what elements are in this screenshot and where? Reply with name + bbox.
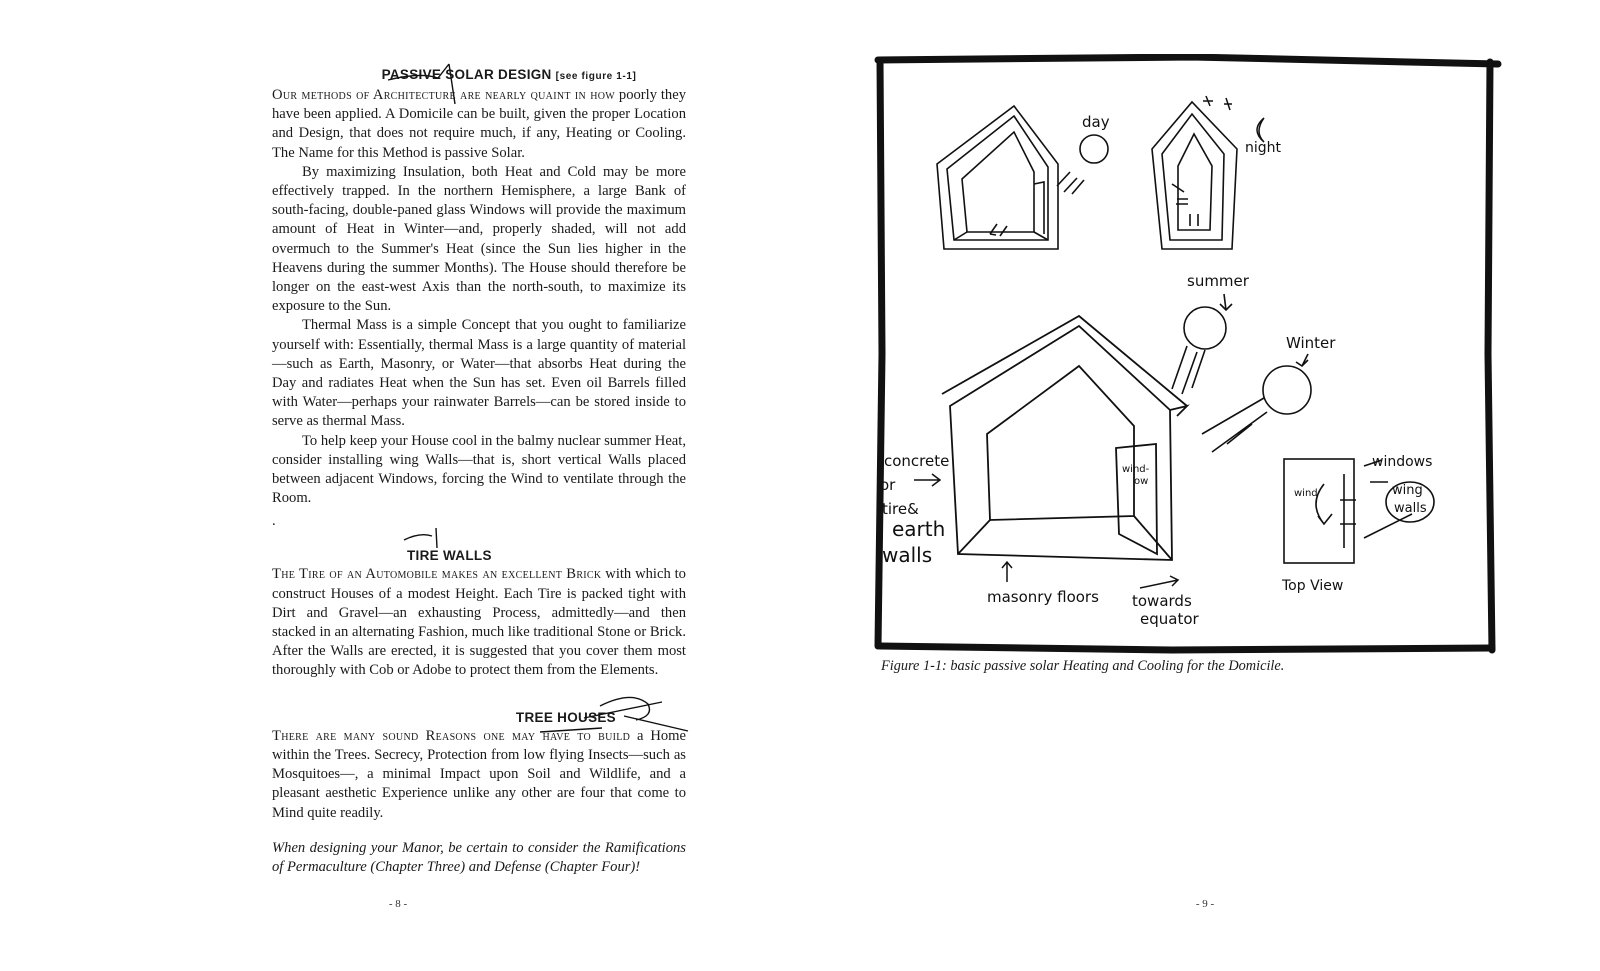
closing-note: When designing your Manor, be certain to consider the Ramifications of Permaculture (Chapter Three) and Defense (Chapter Four)! <box>272 839 686 875</box>
label-winter: Winter <box>1286 334 1336 352</box>
moon-and-stars <box>1203 96 1264 142</box>
stray-mark: . <box>272 513 276 530</box>
house-day-drawing <box>937 106 1058 249</box>
figure-caption: Figure 1-1: basic passive solar Heating and Cooling for the Domicile. <box>881 658 1285 674</box>
label-summer: summer <box>1187 272 1249 290</box>
house-night-drawing <box>1152 102 1237 249</box>
label-masonry-floors: masonry floors <box>987 588 1099 606</box>
figure-illustration <box>872 54 1502 658</box>
sun-summer <box>1172 294 1232 394</box>
label-wing: wing <box>1392 483 1423 498</box>
paragraph: To help keep your House cool in the balmy nuclear summer Heat, consider installing wing Walls—that is, short vertical Walls placed between adjacent Windows, forcing the Wind to ventilate through the Room. <box>272 432 686 507</box>
paragraph-text: poorly they have been applied. A Domicile can be built, given the proper Location and Design, that does not require much, if any, Heating or Cooling. The Name for this Method is passive Solar. <box>272 87 686 161</box>
paragraph-text: with which to construct Houses of a modest Height. Each Tire is packed tight with Dirt and Gravel—an exhausting Process, admittedly—and then stacked in an alternating Fashion, much like traditional Stone or Brick. After the Walls are erected, it is suggested that you cover them most thoroughly with Cob or Adobe to protect them from the Elements. <box>272 566 686 679</box>
label-window-top: wind- <box>1122 464 1150 475</box>
paragraph: By maximizing Insulation, both Heat and Cold may be more effectively trapped. In the northern Hemisphere, a large Bank of south-facing, double-paned glass Windows will provide the maximum amount of Heat in Winter—and, properly shaded, will not add overmuch to the Summer's Heat (since the Sun lies higher in the Heavens during the summer Months). The House should therefore be longer on the east-west Axis than the north-south, to maximize its exposure to the Sun. <box>272 163 686 315</box>
figure-reference: [see figure 1-1] <box>555 71 637 82</box>
label-concrete-2: or <box>880 476 896 494</box>
section-heading-tree-houses <box>272 709 686 727</box>
label-concrete-4: earth <box>892 517 946 541</box>
heading-text: PASSIVE SOLAR DESIGN <box>381 67 552 82</box>
label-equator: equator <box>1140 610 1199 628</box>
label-concrete-3: tire& <box>882 500 919 518</box>
paragraph <box>272 86 686 163</box>
text-column <box>272 66 686 877</box>
paragraph: Thermal Mass is a simple Concept that you ought to familiarize yourself with: Essentially, thermal Mass is a large quantity of material—such as Earth, Masonry, or Water—that absorbs Heat during the Day and radiates Heat when the Sun has set. Even oil Barrels filled with Water—perhaps your rainwater Barrels—can be stored inside to serve as thermal Mass. <box>272 317 686 430</box>
small-caps-lead: Our methods of Architecture are nearly quaint in how <box>272 87 616 103</box>
label-walls: walls <box>1394 501 1427 516</box>
section-heading-passive-solar <box>272 66 686 86</box>
small-caps-lead: There are many sound Reasons one may have to build <box>272 727 631 744</box>
label-windows: windows <box>1372 454 1433 470</box>
label-top-view: Top View <box>1282 578 1344 594</box>
label-concrete-5: walls <box>882 543 933 567</box>
paragraph <box>272 565 686 680</box>
right-page <box>800 0 1600 971</box>
label-night: night <box>1245 140 1282 156</box>
sun-day <box>1057 135 1108 194</box>
small-caps-lead: The Tire of an Automobile makes an excellent Brick <box>272 566 602 583</box>
arrow-equator <box>1140 576 1178 588</box>
page-number: - 9 - <box>1195 898 1215 910</box>
paragraph <box>272 727 686 823</box>
label-concrete-1: concrete <box>884 452 950 470</box>
label-day: day <box>1082 113 1110 131</box>
page-number: - 8 - <box>388 898 408 910</box>
sun-winter <box>1202 354 1311 452</box>
label-towards: towards <box>1132 592 1192 610</box>
label-window-bottom: ow <box>1134 476 1149 487</box>
heading-text: TREE HOUSES <box>515 709 616 725</box>
arrow-concrete <box>914 474 940 486</box>
section-heading-tire-walls <box>272 547 686 565</box>
house-main-drawing <box>942 316 1187 560</box>
arrow-masonry <box>1002 562 1012 582</box>
label-wind: wind <box>1294 488 1318 499</box>
heading-text: TIRE WALLS <box>407 548 492 564</box>
paragraph-text: a Home within the Trees. Secrecy, Protection from low flying Insects—such as Mosquitoes—, a minimal Impact upon Soil and Wildlife, and a pleasant aesthetic Experience unlike any other are four that come to Mind quite readily. <box>272 727 686 821</box>
